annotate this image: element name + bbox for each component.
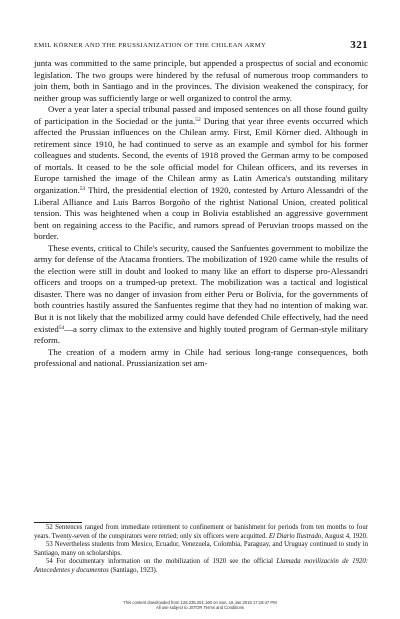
paragraph-text: These events, critical to Chile's security, caused the Sanfuentes government to mobilize the army for defense of the Atacama frontiers. The mobilization of 1920 came while the results of the election were still in doubt and looked to many like an effort to disperse pro-Alessandri officers and troops on a trumped-up pretext. The mobilization was a tactical and logistical disaster. There was no danger of invasion from either Peru or Bolivia, for the governments of both countries hastily assured the Sanfuentes regime that they had no intention of making war. But it is not likely that the mobilized army could have defended Chile effectively, had the need existed [34,242,368,334]
footnote-text: 52 Sentences ranged from immediate retirement to confinement or banishment for periods from ten months to four years. Twenty-seven of the conspirators were retried; only six officers were acquitted. [34,524,368,540]
terms-line [0,605,400,610]
running-title: EMIL KÖRNER AND THE PRUSSIANIZATION OF THE CHILEAN ARMY [34,42,267,49]
footnote-marker: 54 [58,324,65,331]
footnotes [34,524,368,575]
running-head [34,39,368,51]
footnote-marker: 52 [195,116,201,123]
body-paragraph [34,104,368,243]
footnote [34,558,368,575]
footnote-rule [34,522,82,523]
footnote-text: 53 Nevertheless students from Mexico, Ecuador, Venezuela, Colombia, Paraguay, and Uruguay continued to study in Santiago, many on scholarships. [34,541,368,557]
footnote-marker: 53 [79,186,86,193]
paragraph-text: Over a year later a special tribunal passed and imposed sentences on all those found guilty of participation in the Sociedad or the junta. [34,104,368,126]
download-notice [0,600,400,610]
terms-link[interactable]: JSTOR Terms and Conditions [188,605,245,610]
page-number: 321 [350,39,368,51]
article-body [34,58,368,370]
footnote-text: August 4, 1920. [323,532,368,540]
body-paragraph [34,243,368,347]
footnote-text: (Santiago, 1923). [108,566,158,574]
paragraph-text: Third, the presidential election of 1920, contested by Arturo Alessandri of the Liberal Alliance and Luis Barros Borgoño of the rightist National Union, created political tension. This was heightened when a coup in Bolivia established an aggressive government bent on regaining access to the Pacific, and rumors spread of Peruvian troops massed on the border. [34,185,368,242]
paragraph-text: During that year three events occurred which affected the Prussian influences on the Chilean army. First, Emil Körner died. Although in retirement since 1910, he had continued to serve as an example and symbol for his former colleagues and students. Second, the events of 1918 proved the German army to be composed of mortals. It ceased to be the sole official model for Chilean officers, and its reverses in Europe tarnished the image of the Chilean army as Latin America's outstanding military organization. [34,115,368,196]
paragraph-text: —a sorry climax to the extensive and highly touted program of German-style military reform. [34,323,368,346]
paragraph-text: The creation of a modern army in Chile had serious long-range consequences, both professional and national. Prussianization set am- [34,346,368,369]
footnote [34,541,368,558]
footnote [34,524,368,541]
body-paragraph [34,347,368,370]
terms-prefix: All use subject to [155,605,189,610]
footnote-text: 54 For documentary information on the mobilization of 1920 see the official [46,558,277,565]
footnote-title: El Diario Ilustrado, [268,532,324,540]
footnote-title: Llamada movilización de 1920: Antecedentes y documentos [34,558,368,574]
download-notice-line: This content downloaded from 128.235.251.160 on Sun, 18 Jan 2015 17:18:47 PM [123,600,277,605]
paragraph-text: junta was committed to the same principle, but appended a prospectus of social and economic legislation. The two groups were hindered by the refusal of numerous troop commanders to join them, both in Santiago and in the provinces. The division weakened the conspiracy, for neither group was sufficiently large or well organized to control the army. [34,58,368,103]
body-paragraph [34,58,368,104]
